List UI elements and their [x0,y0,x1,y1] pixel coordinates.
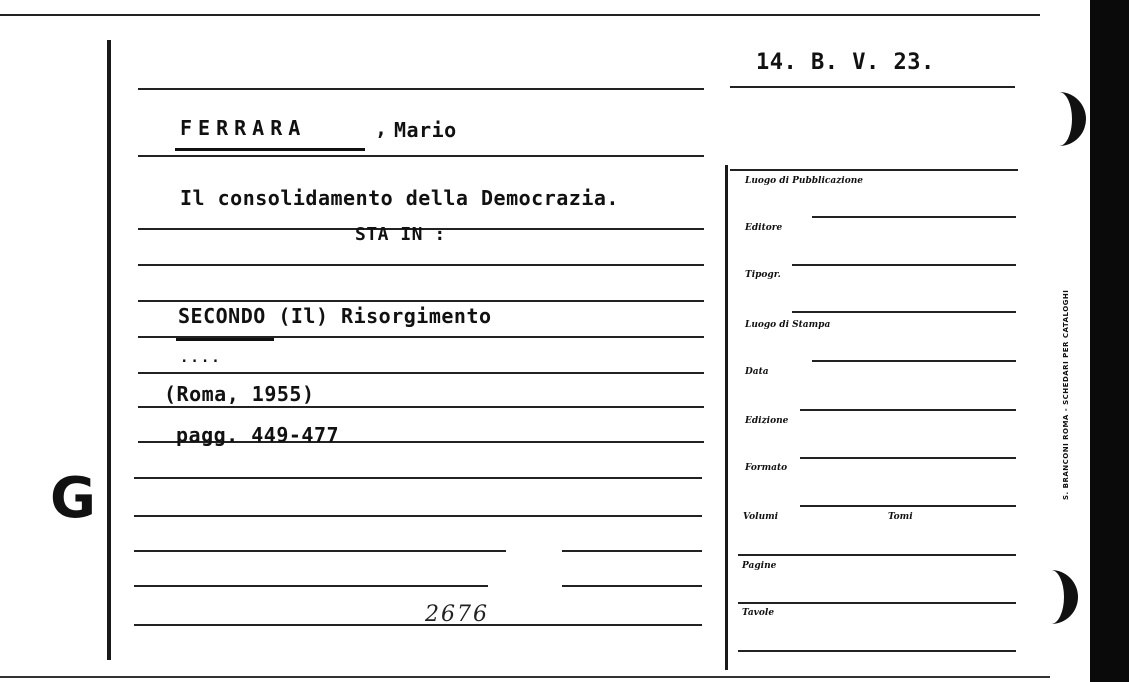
binder-hole-top [1052,92,1086,146]
form-label-place-of-printing: Luogo di Stampa [745,320,831,330]
card-bottom-edge [0,676,1050,678]
ruled-line [138,300,704,302]
form-line [800,457,1016,459]
author-separator: , [375,116,388,140]
form-label-publisher: Editore [745,223,783,233]
source-title: SECONDO (Il) Risorgimento [178,304,492,328]
form-label-volumes: Volumi [743,512,779,522]
form-label-place-of-publication: Luogo di Pubblicazione [745,176,863,186]
form-label-printer: Tipogr. [745,270,781,280]
form-line [738,554,1016,556]
ruled-line [138,88,704,90]
card-top-edge [0,14,1040,16]
left-margin-line [107,40,111,660]
form-line [730,169,1018,171]
place-year: (Roma, 1955) [164,382,315,406]
source-underline [176,338,274,341]
in-label: STA IN : [355,224,446,245]
form-line [738,650,1016,652]
form-label-edition: Edizione [745,416,789,426]
ruled-line [138,155,704,157]
work-title: Il consolidamento della Democrazia. [180,186,619,210]
ruled-line [134,585,488,587]
ruled-line [138,372,704,374]
card-right-strip [1090,0,1129,682]
handwritten-number: 2676 [425,602,489,627]
ellipsis-dots: .... [180,350,222,366]
page-range: pagg. 449-477 [176,423,340,447]
form-label-date: Data [745,367,769,377]
form-label-pages: Pagine [742,561,777,571]
ruled-line [138,264,704,266]
ruled-line [134,477,702,479]
form-label-plates: Tavole [742,608,775,618]
ruled-line [562,585,702,587]
form-label-format: Formato [745,463,788,473]
shelfmark: 14. B. V. 23. [756,50,935,75]
form-line [812,360,1016,362]
printer-imprint: S. BRANCONI ROMA - SCHEDARI PER CATALOGHI [1062,289,1070,500]
author-underline [175,148,365,151]
card-strip-notch [1078,555,1090,682]
form-line [812,216,1016,218]
form-divider-line [725,165,728,670]
ruled-line [562,550,702,552]
ruled-line [138,406,704,408]
form-label-tomes: Tomi [888,512,913,522]
form-line [792,264,1016,266]
binder-hole-bottom [1044,570,1078,624]
ruled-line [134,624,702,626]
form-line [738,602,1016,604]
author-surname: FERRARA [180,116,307,140]
form-line [800,505,1016,507]
form-line [792,311,1016,313]
side-letter: G [50,466,96,531]
ruled-line [730,86,1015,88]
form-line [800,409,1016,411]
author-name: Mario [394,118,457,142]
ruled-line [134,550,506,552]
ruled-line [134,515,702,517]
